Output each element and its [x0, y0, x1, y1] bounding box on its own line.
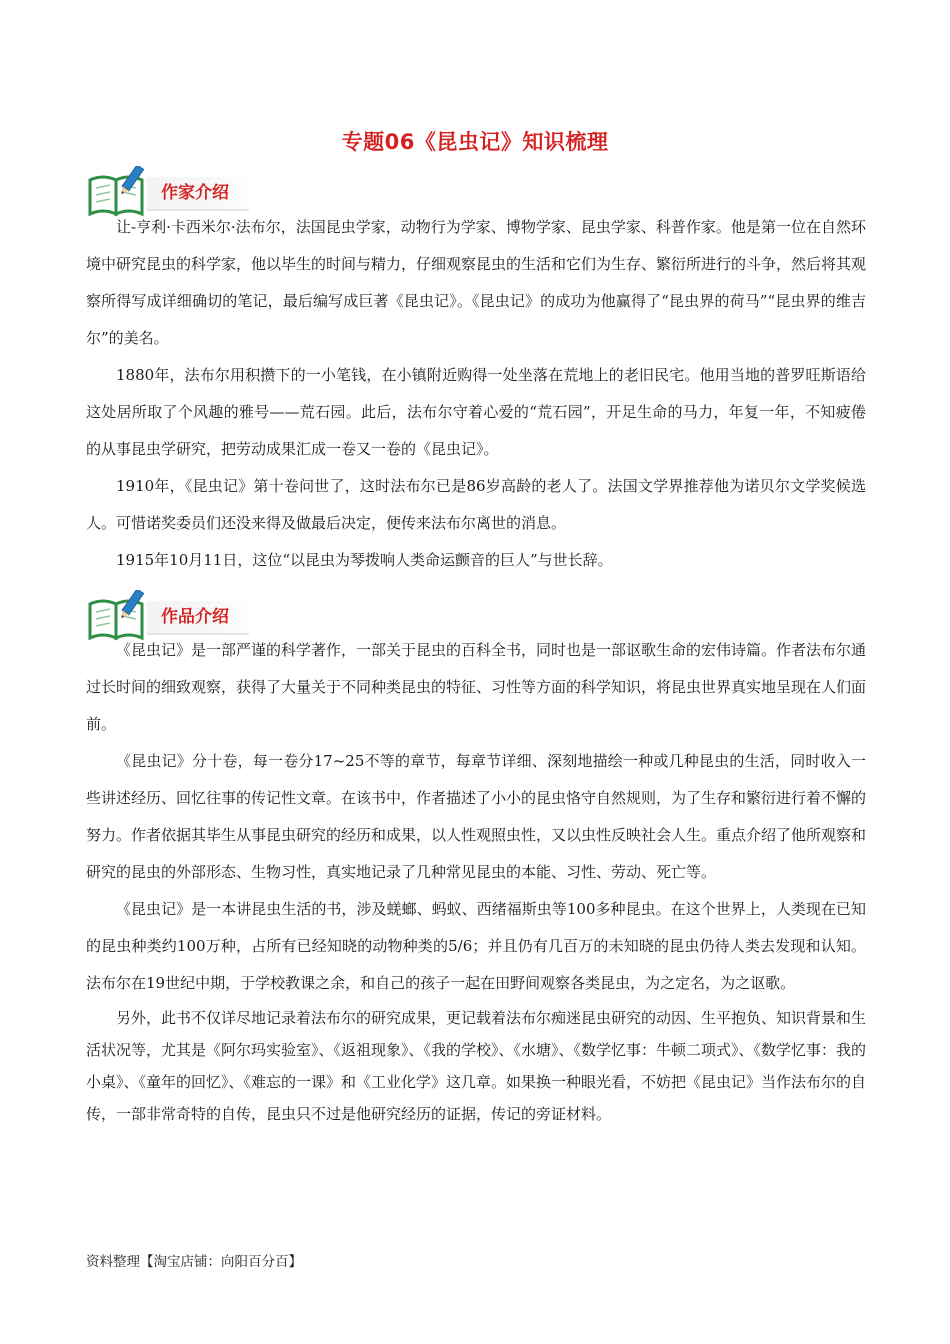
section-heading: 作品介绍: [147, 601, 249, 635]
page-title: 专题06《昆虫记》知识梳理: [341, 130, 609, 154]
section-heading: 作家介绍: [147, 177, 249, 211]
section-body-work: [86, 632, 866, 1130]
paragraph: 《昆虫记》是一本讲昆虫生活的书，涉及蜣螂、蚂蚁、西绪福斯虫等100多种昆虫。在这个世界上，人类现在已知的昆虫种类约100万种，占所有已经知晓的动物种类的5/6；并且仍有几百万的未知晓的昆虫仍待人类去发现和认知。法布尔在19世纪中期，于学校教课之余，和自己的孩子一起在田野间观察各类昆虫，为之定名，为之讴歌。: [86, 900, 866, 992]
paragraph: 1915年10月11日，这位“以昆虫为琴拨响人类命运颤音的巨人”与世长辞。: [116, 551, 613, 569]
paragraph: 1910年，《昆虫记》第十卷问世了，这时法布尔已是86岁高龄的老人了。法国文学界推荐他为诺贝尔文学奖候选人。可惜诺奖委员们还没来得及做最后决定，便传来法布尔离世的消息。: [86, 477, 866, 532]
paragraph: 1880年，法布尔用积攒下的一小笔钱，在小镇附近购得一处坐落在荒地上的老旧民宅。他用当地的普罗旺斯语给这处居所取了个风趣的雅号——荒石园。此后，法布尔守着心爱的“荒石园”，开足生命的马力，年复一年，不知疲倦的从事昆虫学研究，把劳动成果汇成一卷又一卷的《昆虫记》。: [86, 366, 866, 458]
paragraph: 《昆虫记》分十卷，每一卷分17~25不等的章节，每章节详细、深刻地描绘一种或几种昆虫的生活，同时收入一些讲述经历、回忆往事的传记性文章。在该书中，作者描述了小小的昆虫恪守自然规则，为了生存和繁衍进行着不懈的努力。作者依据其毕生从事昆虫研究的经历和成果，以人性观照虫性，又以虫性反映社会人生。重点介绍了他所观察和研究的昆虫的外部形态、生物习性，真实地记录了几种常见昆虫的本能、习性、劳动、死亡等。: [86, 752, 867, 881]
paragraph: 让-亨利·卡西米尔·法布尔，法国昆虫学家，动物行为学家、博物学家、昆虫学家、科普作家。他是第一位在自然环境中研究昆虫的科学家，他以毕生的时间与精力，仔细观察昆虫的生活和它们为生存、繁衍所进行的斗争，然后将其观察所得写成详细确切的笔记，最后编写成巨著《昆虫记》。《昆虫记》的成功为他赢得了“昆虫界的荷马”“昆虫界的维吉尔”的美名。: [86, 218, 867, 347]
section-body-author: [86, 209, 866, 579]
paragraph: 《昆虫记》是一部严谨的科学著作，一部关于昆虫的百科全书，同时也是一部讴歌生命的宏伟诗篇。作者法布尔通过长时间的细致观察，获得了大量关于不同种类昆虫的特征、习性等方面的科学知识，将昆虫世界真实地呈现在人们面前。: [86, 641, 867, 733]
footer-source: 资料整理【淘宝店铺：向阳百分百】: [86, 1254, 302, 1270]
paragraph: 另外，此书不仅详尽地记录着法布尔的研究成果，更记载着法布尔痴迷昆虫研究的动因、生平抱负、知识背景和生活状况等，尤其是《阿尔玛实验室》、《返祖现象》、《我的学校》、《水塘》、《数学忆事：牛顿二项式》、《数学忆事：我的小桌》、《童年的回忆》、《难忘的一课》和《工业化学》这几章。如果换一种眼光看，不妨把《昆虫记》当作法布尔的自传，一部非常奇特的自传，昆虫只不过是他研究经历的证据，传记的旁证材料。: [86, 1009, 867, 1123]
